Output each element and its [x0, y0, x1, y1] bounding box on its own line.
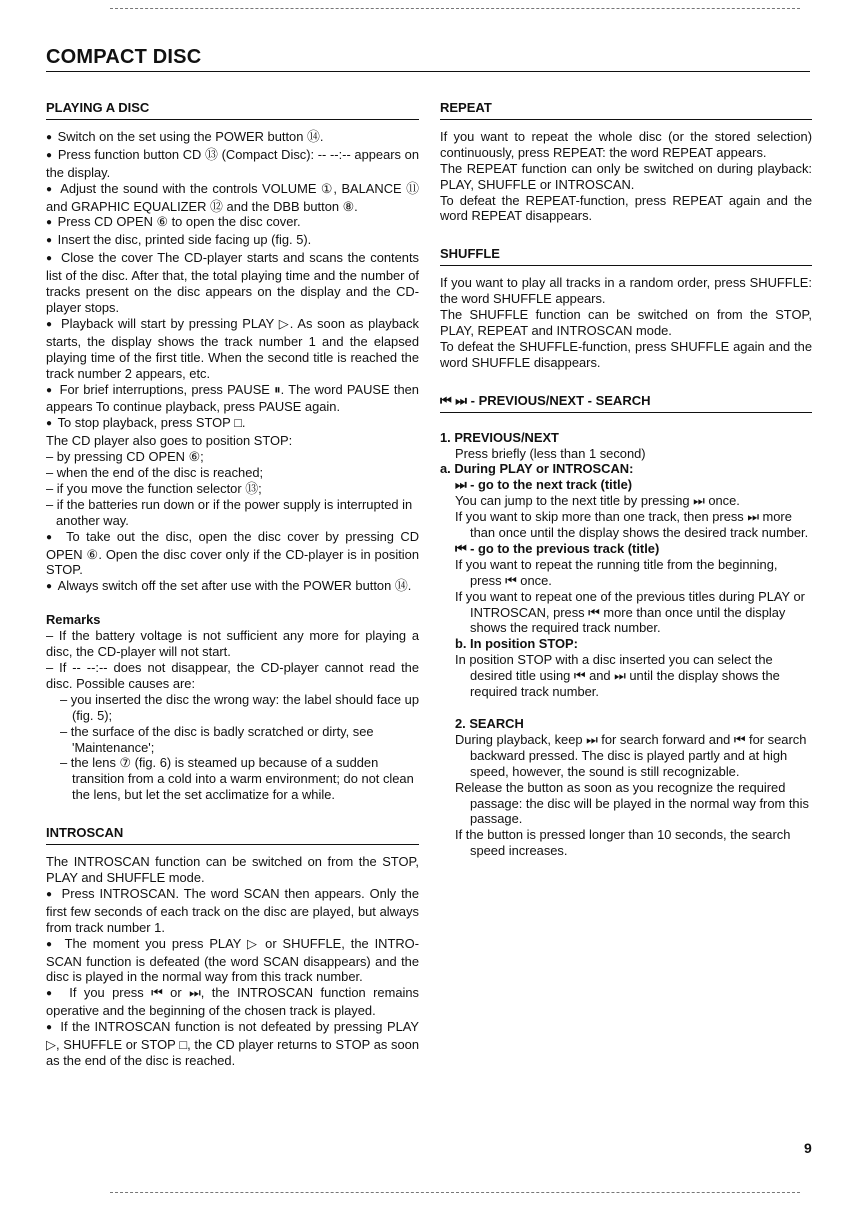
introscan-heading: INTROSCAN [46, 825, 419, 845]
introscan-item: ● If the INTROSCAN function is not defeated by pressing PLAY ▷, SHUFFLE or STOP □, the CD player returns to STOP as soon as the end of the disc is reached. [46, 1019, 419, 1069]
playing-item: ● To take out the disc, open the disc cover by pressing CD OPEN ⑥. Open the disc cover only if the CD-player is in position STOP. [46, 529, 419, 579]
shuffle-para: The SHUFFLE function can be switched on from the STOP, PLAY, REPEAT and INTROSCAN mode. [440, 307, 812, 338]
playing-heading: PLAYING A DISC [46, 100, 419, 120]
search-para: Release the button as soon as you recognize the required passage: the disc will be played in the normal way from this passage. [455, 779, 809, 827]
introscan-intro: The INTROSCAN function can be switched on from the STOP, PLAY and SHUFFLE mode. [46, 854, 419, 885]
playing-item: ● Playback will start by pressing PLAY ▷. As soon as playback starts, the display shows the track number 1 and the elapsed playing time of the first title. When the second title is reached the track number 2 appears, etc. [46, 316, 419, 382]
title-rule [46, 71, 810, 72]
repeat-para: If you want to repeat the whole disc (or the stored selection) continuously, press REPEAT: the word REPEAT appears. [440, 128, 812, 160]
search-heading: ⏮ ⏭ - PREVIOUS/NEXT - SEARCH [440, 393, 812, 413]
in-stop-para: In position STOP with a disc inserted you can select the desired title using ⏮ and ⏭ until the display shows the required track number. [455, 652, 780, 700]
prev-track-head: ⏮ - go to the previous track (title) [455, 540, 660, 556]
right-column [440, 100, 812, 859]
playing-item: ● Always switch off the set after use with the POWER button ⑭. [46, 578, 419, 596]
during-play-head: a. During PLAY or INTROSCAN: [440, 461, 634, 477]
stop-list-item: – if you move the function selector ⑬; [46, 480, 262, 496]
page-number: 9 [804, 1140, 812, 1156]
repeat-heading: REPEAT [440, 100, 812, 120]
shuffle-para: If you want to play all tracks in a random order, press SHUFFLE: the word SHUFFLE appears. [440, 275, 812, 307]
next-track-para: You can jump to the next title by pressing ⏭ once. [455, 493, 740, 509]
playing-item: ● Insert the disc, printed side facing up (fig. 5). [46, 232, 419, 250]
search-para: If the button is pressed longer than 10 seconds, the search speed increases. [455, 827, 791, 859]
next-track-para: If you want to skip more than one track, then press ⏭ more than once until the display shows the desired track number. [455, 509, 809, 541]
stop-list-item: – by pressing CD OPEN ⑥; [46, 449, 204, 465]
repeat-para: The REPEAT function can only be switched on during playback: PLAY, SHUFFLE or INTROSCAN. [440, 160, 812, 192]
introscan-item: ● Press INTROSCAN. The word SCAN then appears. Only the first few seconds of each track on the disc are played, but always from track number 1. [46, 886, 419, 936]
remarks-line: – If the battery voltage is not sufficient any more for playing a disc, the CD-player will not start. [46, 628, 419, 660]
remarks-cause: – you inserted the disc the wrong way: the label should face up (fig. 5); [60, 691, 420, 723]
next-track-head: ⏭ - go to the next track (title) [455, 477, 633, 493]
playing-item: ● Press function button CD ⑬ (Compact Disc): -- --:-- appears on the display. [46, 147, 419, 181]
search-para: During playback, keep ⏭ for search forward and ⏮ for search backward pressed. The disc is played partly and at high speed, however, the sound is still recognizable. [455, 731, 807, 779]
shuffle-heading: SHUFFLE [440, 246, 812, 266]
introscan-item: ● If you press ⏮ or ⏭, the INTROSCAN function remains operative and the beginning of the chosen track is played. [46, 985, 419, 1019]
stop-list-item: – if the batteries run down or if the power supply is interrupted in another way. [46, 496, 413, 528]
remarks-line: – If -- --:-- does not disappear, the CD-player cannot read the disc. Possible causes are: [46, 660, 419, 691]
repeat-para: To defeat the REPEAT-function, press REPEAT again and the word REPEAT disappears. [440, 192, 812, 224]
prev-track-para: If you want to repeat the running title from the beginning, press ⏮ once. [455, 556, 778, 588]
remarks-cause: – the surface of the disc is badly scratched or dirty, see 'Maintenance'; [60, 723, 374, 755]
stop-intro: The CD player also goes to position STOP: [46, 433, 293, 449]
playing-item: ● For brief interruptions, press PAUSE ⏸. The word PAUSE then appears To continue playback, press PAUSE again. [46, 382, 419, 416]
stop-list-item: – when the end of the disc is reached; [46, 465, 264, 481]
playing-item: ● To stop playback, press STOP □. [46, 415, 419, 433]
shuffle-para: To defeat the SHUFFLE-function, press SHUFFLE again and the word SHUFFLE disappears. [440, 338, 812, 370]
remarks-cause: – the lens ⑦ (fig. 6) is steamed up because of a sudden transition from a cold into a warm environment; do not clean the lens, but let the set acclimatize for a while. [60, 755, 414, 803]
playing-item: ● Switch on the set using the POWER button ⑭. [46, 129, 419, 147]
scan-noise-top [110, 8, 800, 9]
press-briefly: Press briefly (less than 1 second) [455, 445, 646, 461]
introscan-item: ● The moment you press PLAY ▷ or SHUFFLE, the INTRO-SCAN function is defeated (the word SCAN disappears) and the disc is played in the normal way from this track number. [46, 936, 419, 986]
scan-noise-bottom [110, 1192, 800, 1193]
playing-item: ● Press CD OPEN ⑥ to open the disc cover. [46, 214, 419, 232]
search-title: 2. SEARCH [455, 716, 524, 731]
prev-next-title: 1. PREVIOUS/NEXT [440, 429, 559, 445]
remarks-heading: Remarks [46, 612, 101, 628]
page-title: COMPACT DISC [46, 46, 202, 68]
prev-track-para: If you want to repeat one of the previous titles during PLAY or INTROSCAN, press ⏮ more than once until the display shows the required track number. [455, 588, 805, 636]
in-stop-head: b. In position STOP: [455, 636, 578, 652]
playing-item: ● Close the cover The CD-player starts and scans the contents list of the disc. After that, the total playing time and the number of tracks present on the disc appears on the display and the CD-player stops. [46, 250, 419, 316]
playing-item: ● Adjust the sound with the controls VOLUME ①, BALANCE ⑪ and GRAPHIC EQUALIZER ⑫ and the DBB button ⑧. [46, 181, 419, 215]
left-column [46, 100, 419, 1069]
